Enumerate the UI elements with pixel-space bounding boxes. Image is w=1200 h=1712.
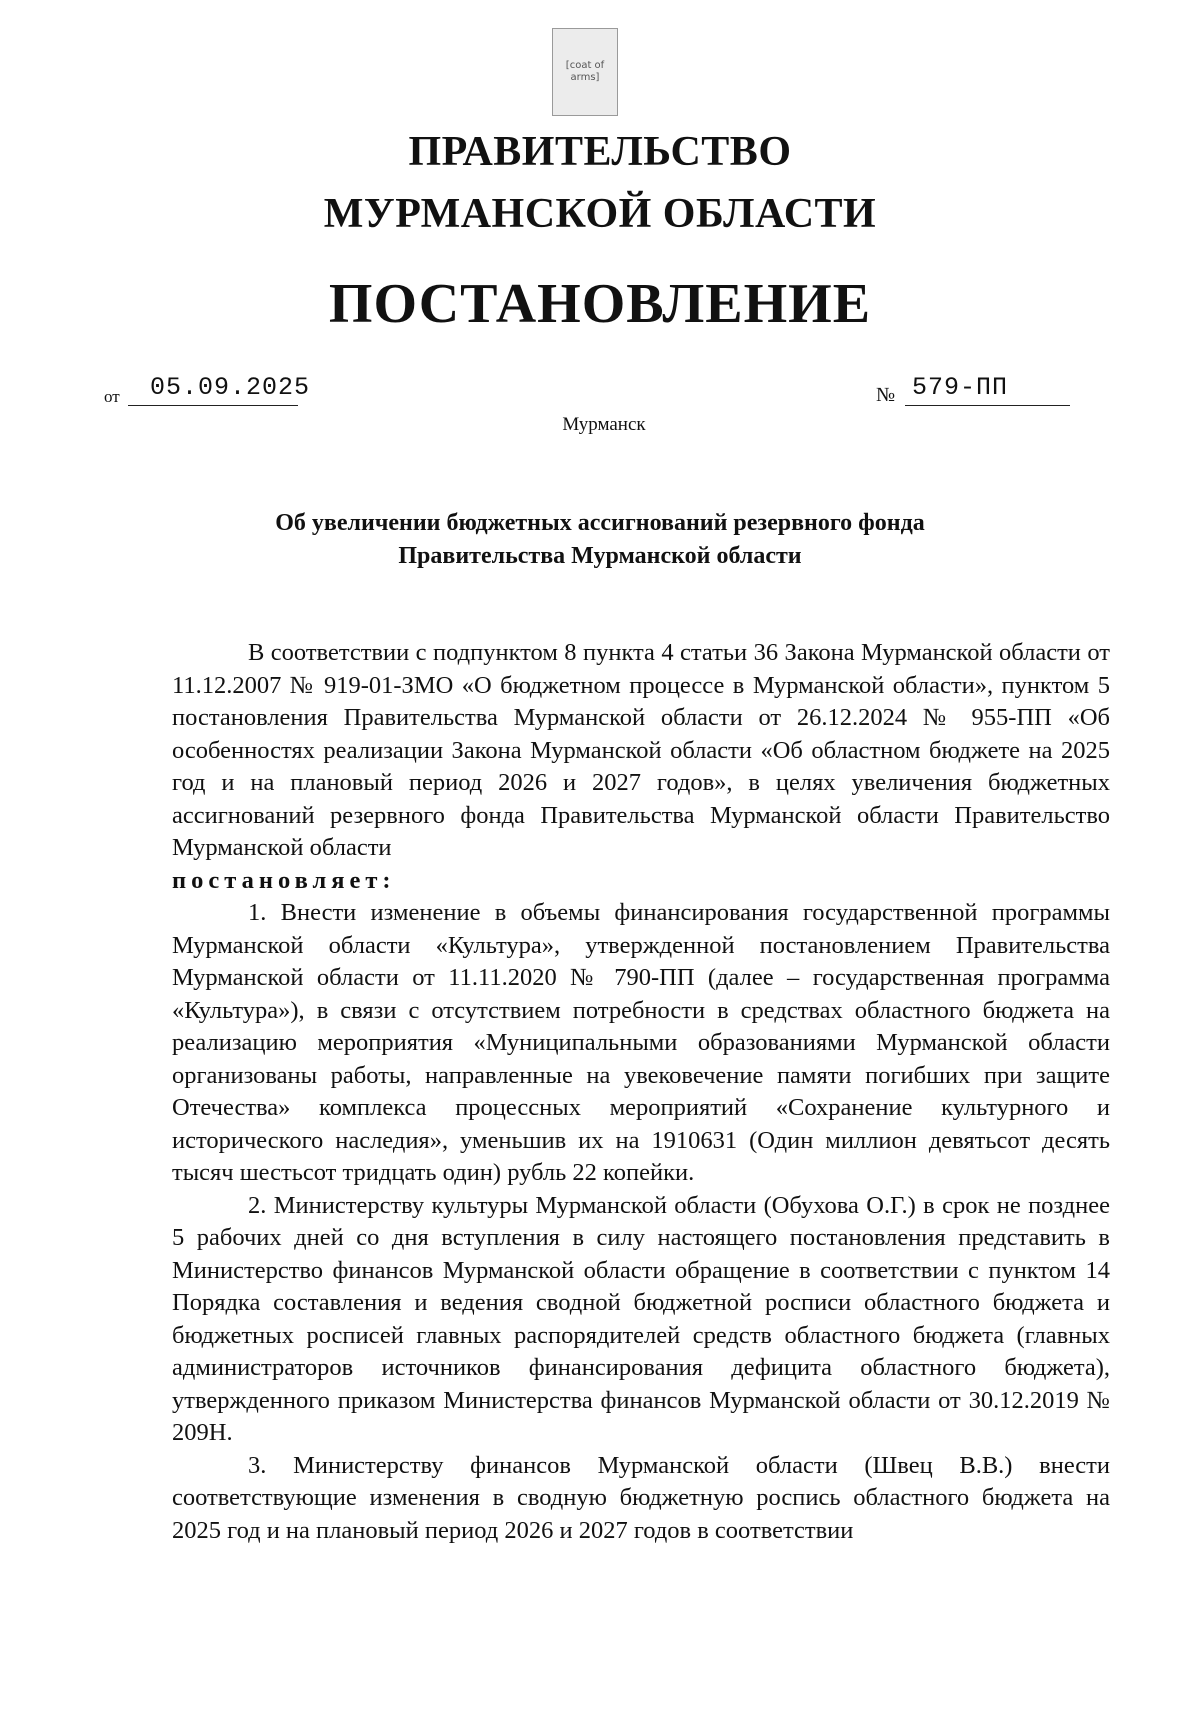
date-value: 05.09.2025 [150,373,311,402]
header-region: МУРМАНСКОЙ ОБЛАСТИ [323,191,877,237]
item-3-paragraph: 3. Министерству финансов Мурманской области (Швец В.В.) внести соответствующие изменения в сводную бюджетную роспись областного бюджета на 2025 год и на плановый период 2026 и 2027 годов в соответствии [172,1451,1110,1544]
header-government: ПРАВИТЕЛЬСТВО [408,129,792,175]
intro-paragraph: В соответствии с подпунктом 8 пункта 4 статьи 36 Закона Мурманской области от 11.12.2007 № 919-01-ЗМО «О бюджетном процессе в Мурманской области», пунктом 5 постановления Правительства Мурманской области от 26.12.2024 № 955-ПП «Об особенностях реализации Закона Мурманской области «Об областном бюджете на 2025 год и на плановый период 2026 и 2027 годов», в целях увеличения бюджетных ассигнований резервного фонда Правительства Мурманской области Правительство Мурманской области [172,639,1110,861]
item-2-paragraph: 2. Министерству культуры Мурманской области (Обухова О.Г.) в срок не позднее 5 рабочих дней со дня вступления в силу настоящего постановления представить в Министерство финансов Мурманской области обращение в соответствии с пунктом 14 Порядка составления и ведения сводной бюджетной росписи областного бюджета и бюджетных росписей главных распорядителей средств областного бюджета (главных администраторов источников финансирования дефицита областного бюджета), утвержденного приказом Министерства финансов Мурманской области от 30.12.2019 № 209Н. [172,1191,1110,1446]
title-line-1: Об увеличении бюджетных ассигнований резервного фонда [275,510,925,536]
city: Мурманск [562,414,646,435]
date-underline [128,405,298,406]
number-value: 579-ПП [912,373,1009,402]
date-label: от [104,387,120,406]
title-line-2: Правительства Мурманской области [398,543,802,569]
document-title [0,507,1200,573]
resolves-word: постановляет: [172,866,396,894]
number-underline [905,405,1070,406]
document-body [172,637,1110,1547]
coat-of-arms-icon [552,28,618,116]
document-type: ПОСТАНОВЛЕНИЕ [328,273,872,335]
coat-of-arms-caption: [coat of arms] [565,60,605,83]
item-1-paragraph: 1. Внести изменение в объемы финансирования государственной программы Мурманской области «Культура», утвержденной постановлением Правительства Мурманской области от 11.11.2020 № 790-ПП (далее – государственная программа «Культура»), в связи с отсутствием потребности в средствах областного бюджета на реализацию мероприятия «Муниципальными образованиями Мурманской области организованы работы, направленные на увековечение памяти погибших при защите Отечества» комплекса процессных мероприятий «Сохранение культурного и исторического наследия», уменьшив их на 1910631 (Один миллион девятьсот десять тысяч шестьсот тридцать один) рубль 22 копейки. [172,899,1110,1186]
number-label: № [876,384,896,406]
